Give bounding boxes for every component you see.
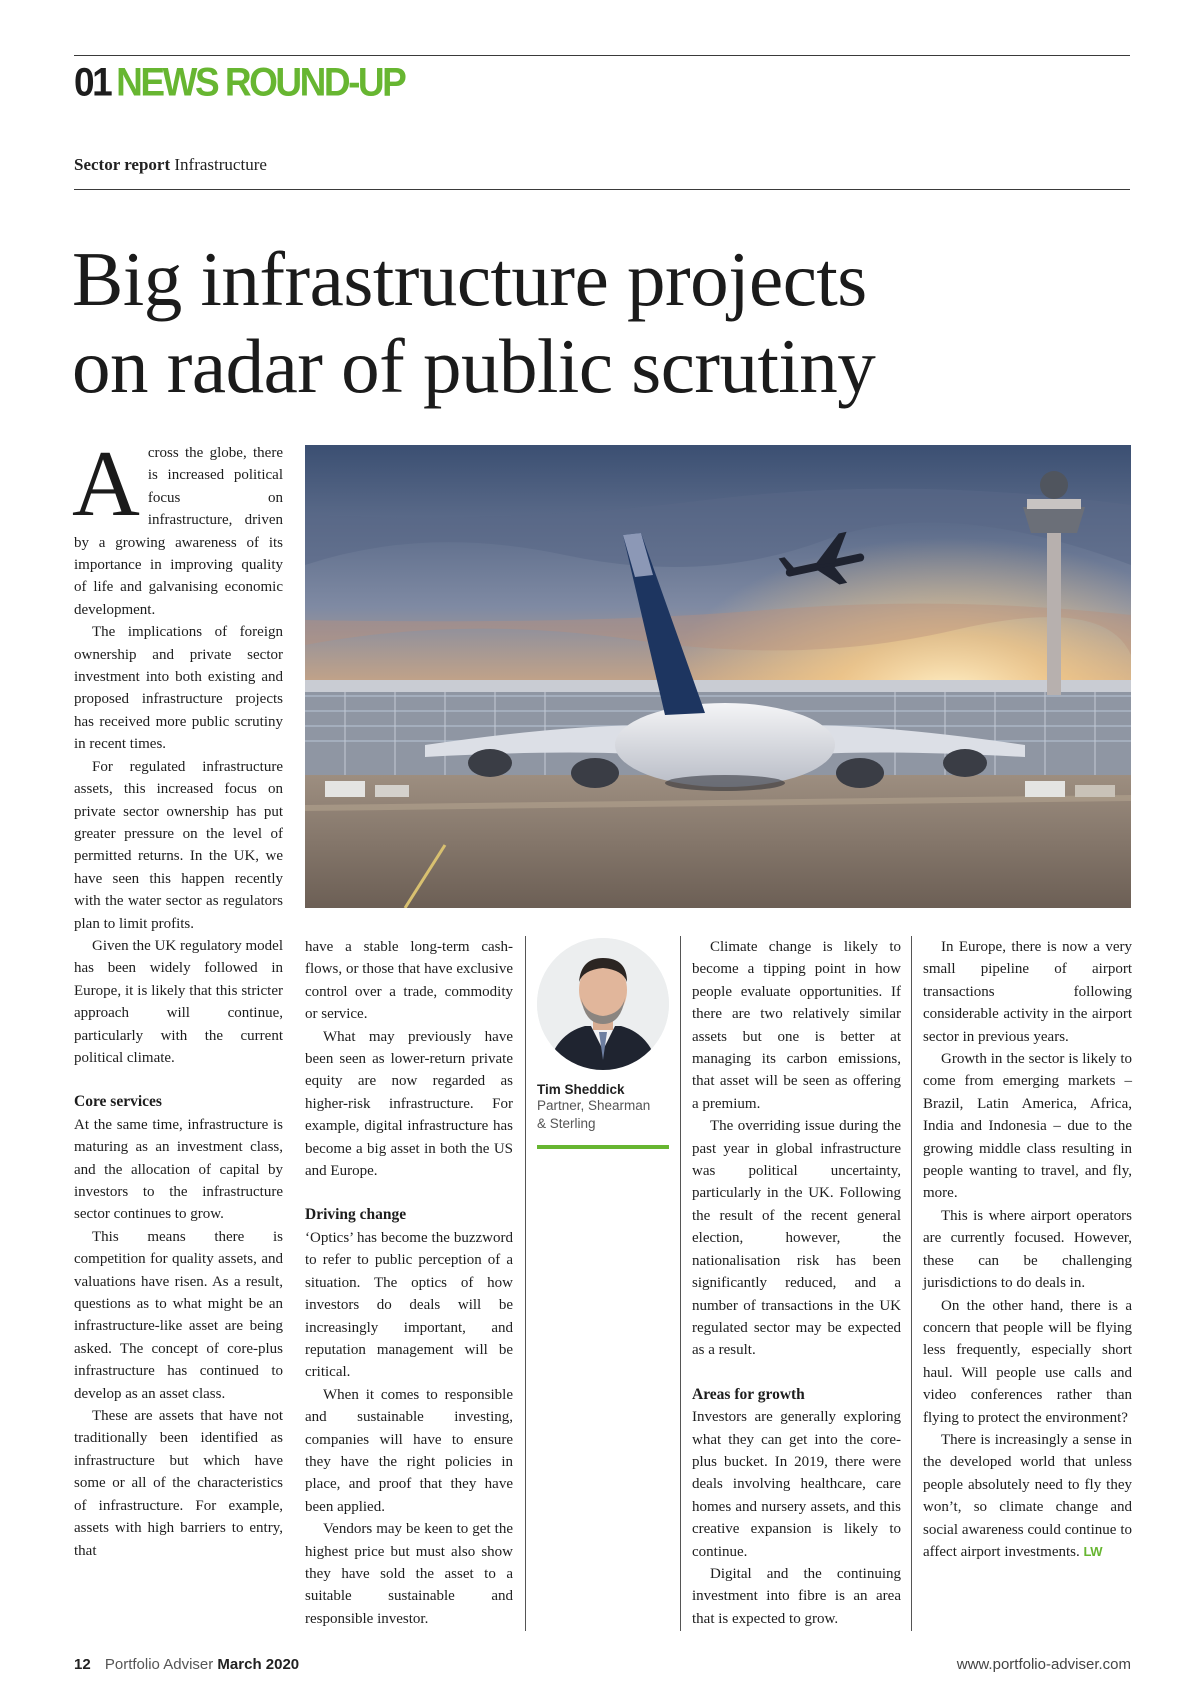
avatar (537, 938, 669, 1070)
sub-rule (74, 189, 1130, 190)
section-title: NEWS ROUND-UP (116, 60, 405, 105)
paragraph: Given the UK regulatory model has been widely followed in Europe, it is likely that this stricter approach will continue, particularly with the current political climate. (74, 937, 283, 1066)
paragraph: Climate change is likely to become a tipping point in how people evaluate opportunities. If there are two relatively similar assets but one is better at managing its carbon emissions, that asset will be seen as offering a premium. (692, 939, 901, 1112)
paragraph: ‘Optics’ has become the buzzword to refer to public perception of a situation. The optics of how investors do deals will be increasingly important, and reputation management will be critical. (305, 1229, 513, 1381)
section-number: 01 (74, 60, 111, 105)
paragraph: There is increasingly a sense in the developed world that unless people absolutely need to fly they won’t, so climate change and social awareness could continue to affect airport investments. LW (923, 1431, 1132, 1560)
paragraph: Growth in the sector is likely to come from emerging markets – Brazil, Latin America, Africa, India and Indonesia – due to the growing middle class resulting in people wanting to travel, and fly, more. (923, 1051, 1132, 1202)
paragraph: At the same time, infrastructure is maturing as an investment class, and the allocation of capital by investors to the infrastructure sector continues to grow. (74, 1116, 283, 1223)
paragraph: The implications of foreign ownership and private sector investment into both existing and proposed infrastructure projects has received more public scrutiny in recent times. (74, 624, 283, 753)
column-divider (525, 936, 526, 1631)
column-divider (680, 936, 681, 1631)
page-number: 12 (74, 1656, 91, 1673)
paragraph: Vendors may be keen to get the highest price but must also show they have sold the asset to a suitable sustainable and responsible investor. (305, 1521, 513, 1627)
paragraph: In Europe, there is now a very small pipeline of airport transactions following considerable activity in the airport sector in previous years. (923, 939, 1132, 1045)
headline (72, 236, 1152, 410)
headline-line-1: Big infrastructure projects (72, 236, 867, 322)
paragraph: When it comes to responsible and sustainable investing, companies will have to ensure they have the right policies in place, and proof that they have been applied. (305, 1386, 513, 1515)
headline-line-2: on radar of public scrutiny (72, 323, 876, 409)
dropcap: A (72, 432, 140, 536)
article-column-1 (72, 432, 283, 1562)
paragraph: What may previously have been seen as lower-return private equity are now regarded as higher-risk infrastructure. For example, digital infrastructure has become a big asset in both the US and Europe. (305, 1028, 513, 1180)
accent-bar (537, 1145, 669, 1149)
paragraph: These are assets that have not traditionally been identified as infrastructure but which have some or all of the characteristics of infrastructure. For example, assets with high barriers to entry, that (74, 1408, 283, 1559)
article-column-4 (923, 936, 1132, 1563)
paragraph: Investors are generally exploring what they can get into the core-plus bucket. In 2019, there were deals involving healthcare, care homes and nursery assets, and this creative expansion is likely to continue. (692, 1409, 901, 1560)
article-column-3 (692, 936, 901, 1630)
subheading-areas-for-growth: Areas for growth (692, 1385, 805, 1403)
paragraph: For regulated infrastructure assets, this increased focus on private sector ownership has put greater pressure on the level of permitted returns. In the UK, we have seen this happen recently with the water sector as regulators plan to limit profits. (74, 758, 283, 932)
subheading-driving-change: Driving change (305, 1206, 407, 1224)
paragraph: The overriding issue during the past year in global infrastructure was political uncertainty, particularly in the UK. Following the result of the recent general election, however, the nationalisation risk has been significantly reduced, and a number of transactions in the UK regulated sector may be expected as a result. (692, 1118, 901, 1359)
sector-line (74, 155, 267, 175)
footer-url[interactable]: www.portfolio-adviser.com (956, 1656, 1131, 1673)
author-box (537, 938, 669, 1149)
magazine-name: Portfolio Adviser (104, 1656, 214, 1673)
column-divider (911, 936, 912, 1631)
paragraph: This means there is competition for quality assets, and valuations have risen. As a result, questions as to what might be an infrastructure-like asset are being asked. The concept of core-plus infrastructure has continued to develop as an asset class. (74, 1228, 283, 1402)
sector-label: Sector report (74, 155, 171, 174)
paragraph: This is where airport operators are currently focused. However, these can be challenging jurisdictions to do deals in. (923, 1207, 1132, 1292)
author-name: Tim Sheddick (537, 1082, 625, 1097)
sector-topic: Infrastructure (174, 155, 267, 174)
section-header (74, 60, 404, 112)
hero-image-airport (305, 445, 1131, 908)
paragraph: Digital and the continuing investment into fibre is an area that is expected to grow. (692, 1565, 901, 1627)
article-column-2 (305, 936, 513, 1630)
paragraph: have a stable long-term cash-flows, or those that have exclusive control over a trade, commodity or service. (305, 939, 513, 1023)
lead-paragraph: Across the globe, there is increased political focus on infrastructure, driven by a growing awareness of its importance in improving quality of life and galvanising economic development. (72, 432, 283, 618)
paragraph: On the other hand, there is a concern that people will be flying less frequently, especially short haul. Will people use calls and video conferences rather than flying to protect the environment? (923, 1297, 1132, 1426)
top-rule (74, 55, 1130, 56)
subheading-core-services: Core services (74, 1093, 162, 1111)
author-initials: LW (1083, 1543, 1103, 1559)
issue-date: March 2020 (217, 1656, 300, 1673)
author-role: Partner, Shearman & Sterling (537, 1098, 651, 1131)
